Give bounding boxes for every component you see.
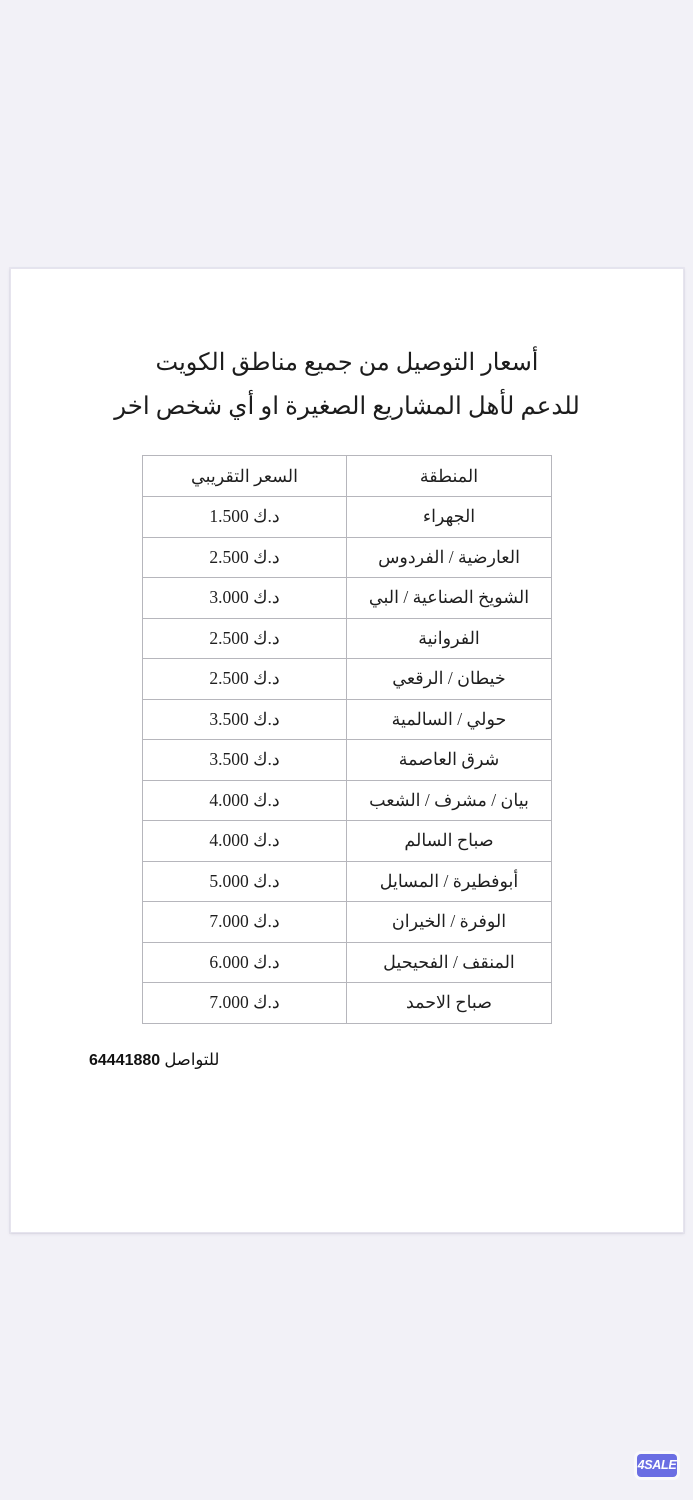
- table-header-row: [143, 456, 552, 497]
- cell-price: [143, 497, 347, 538]
- price-value: 5.000 د.ك: [209, 870, 280, 891]
- cell-price: [143, 902, 347, 943]
- foursale-watermark-badge: [637, 1454, 677, 1477]
- price-value: 3.500 د.ك: [209, 749, 280, 770]
- cell-price: [143, 740, 347, 781]
- price-value: 2.500 د.ك: [209, 627, 280, 648]
- cell-price: [143, 780, 347, 821]
- table-row: [143, 983, 552, 1024]
- column-header-area: المنطقة: [347, 456, 552, 497]
- cell-area: الفروانية: [347, 618, 552, 659]
- price-value: 2.500 د.ك: [209, 546, 280, 567]
- table-row: [143, 659, 552, 700]
- cell-area: الجهراء: [347, 497, 552, 538]
- table-row: [143, 537, 552, 578]
- table-body: [143, 497, 552, 1024]
- cell-area: العارضية / الفردوس: [347, 537, 552, 578]
- foursale-watermark-text: 4SALE: [637, 1458, 677, 1473]
- table-row: [143, 942, 552, 983]
- cell-area: أبوفطيرة / المسايل: [347, 861, 552, 902]
- cell-price: [143, 537, 347, 578]
- table-row: [143, 497, 552, 538]
- headline-line-1: أسعار التوصيل من جميع مناطق الكويت: [155, 350, 539, 376]
- cell-area: الوفرة / الخيران: [347, 902, 552, 943]
- price-value: 4.000 د.ك: [209, 789, 280, 810]
- cell-price: [143, 699, 347, 740]
- contact-line: [89, 1050, 683, 1070]
- cell-area: صباح السالم: [347, 821, 552, 862]
- table-row: [143, 861, 552, 902]
- cell-price: [143, 983, 347, 1024]
- cell-area: حولي / السالمية: [347, 699, 552, 740]
- cell-area: بيان / مشرف / الشعب: [347, 780, 552, 821]
- contact-phone-number[interactable]: 64441880: [89, 1051, 161, 1069]
- table-row: [143, 821, 552, 862]
- price-value: 7.000 د.ك: [209, 911, 280, 932]
- cell-price: [143, 659, 347, 700]
- cell-price: [143, 942, 347, 983]
- cell-area: شرق العاصمة: [347, 740, 552, 781]
- price-value: 3.000 د.ك: [209, 587, 280, 608]
- table-row: [143, 699, 552, 740]
- headline-line-2: للدعم لأهل المشاريع الصغيرة او أي شخص اخر: [114, 393, 580, 420]
- contact-label: للتواصل: [164, 1049, 220, 1069]
- cell-price: [143, 618, 347, 659]
- contact-row: [89, 1050, 219, 1070]
- post-card: [10, 268, 684, 1233]
- table-row: [143, 780, 552, 821]
- price-value: 4.000 د.ك: [209, 830, 280, 851]
- price-value: 1.500 د.ك: [209, 506, 280, 527]
- cell-area: صباح الاحمد: [347, 983, 552, 1024]
- cell-area: المنقف / الفحيحيل: [347, 942, 552, 983]
- price-value: 7.000 د.ك: [209, 992, 280, 1013]
- price-value: 6.000 د.ك: [209, 951, 280, 972]
- price-table-container: [11, 455, 683, 1024]
- cell-price: [143, 578, 347, 619]
- table-row: [143, 902, 552, 943]
- price-value: 3.500 د.ك: [209, 708, 280, 729]
- delivery-price-table: [142, 455, 552, 1024]
- table-row: [143, 740, 552, 781]
- cell-price: [143, 861, 347, 902]
- cell-area: الشويخ الصناعية / البي: [347, 578, 552, 619]
- cell-price: [143, 821, 347, 862]
- table-row: [143, 618, 552, 659]
- headline-block: [11, 341, 683, 429]
- table-row: [143, 578, 552, 619]
- cell-area: خيطان / الرقعي: [347, 659, 552, 700]
- price-value: 2.500 د.ك: [209, 668, 280, 689]
- table-head: [143, 456, 552, 497]
- column-header-price: السعر التقريبي: [143, 456, 347, 497]
